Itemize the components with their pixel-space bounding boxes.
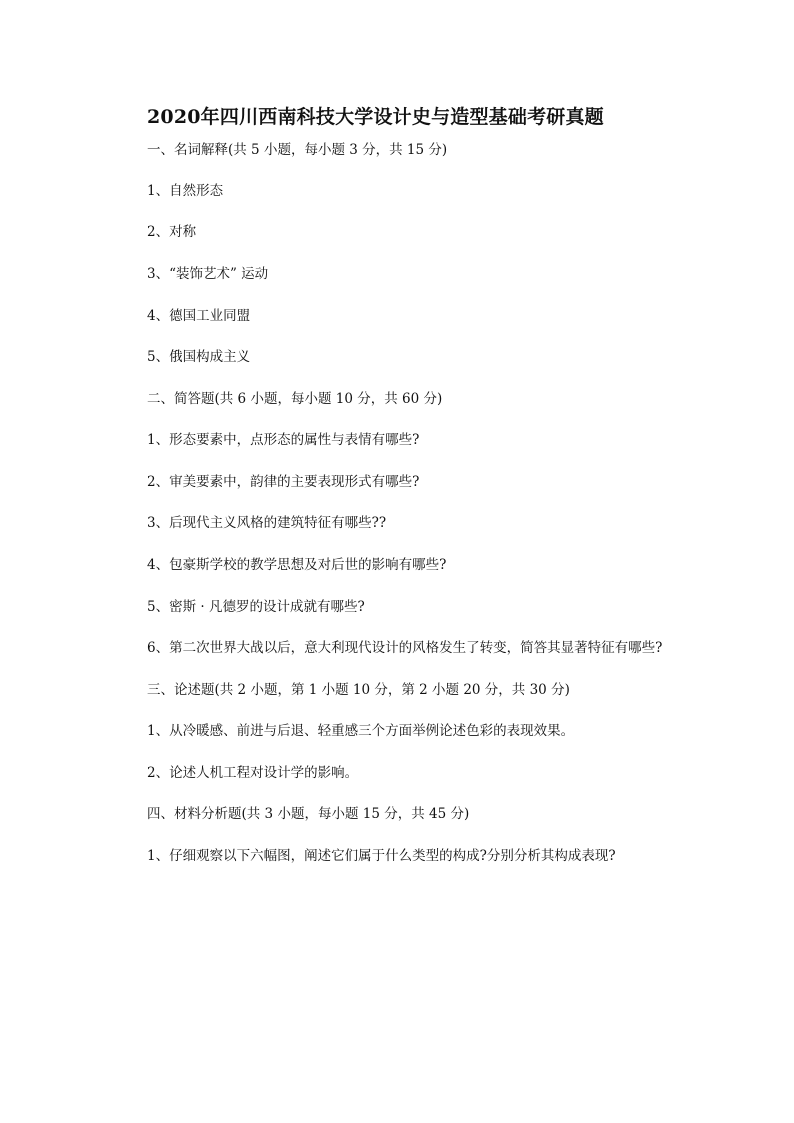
list-item: 2、审美要素中，韵律的主要表现形式有哪些? [147,474,420,490]
page-title: 2020年四川西南科技大学设计史与造型基础考研真题 [147,106,604,128]
section-heading-3: 三、论述题(共 2 小题，第 1 小题 10 分，第 2 小题 20 分，共 30 分) [147,682,570,698]
list-item: 6、第二次世界大战以后，意大利现代设计的风格发生了转变，简答其显著特征有哪些? [147,640,663,656]
list-item: 1、自然形态 [147,183,224,199]
list-item: 3、“装饰艺术” 运动 [147,266,269,282]
list-item: 5、密斯 · 凡德罗的设计成就有哪些? [147,599,365,615]
list-item: 2、论述人机工程对设计学的影响。 [147,765,359,781]
list-item: 4、德国工业同盟 [147,308,251,324]
list-item: 2、对称 [147,224,197,240]
list-item: 3、后现代主义风格的建筑特征有哪些?? [147,515,387,531]
list-item: 1、仔细观察以下六幅图，阐述它们属于什么类型的构成?分别分析其构成表现? [147,848,616,864]
list-item: 1、从冷暖感、前进与后退、轻重感三个方面举例论述色彩的表现效果。 [147,723,575,739]
list-item: 4、包豪斯学校的教学思想及对后世的影响有哪些? [147,557,447,573]
list-item: 5、俄国构成主义 [147,349,251,365]
list-item: 1、形态要素中，点形态的属性与表情有哪些? [147,432,420,448]
section-heading-2: 二、简答题(共 6 小题，每小题 10 分，共 60 分) [147,391,443,407]
section-heading-1: 一、名词解释(共 5 小题，每小题 3 分，共 15 分) [147,142,448,158]
section-heading-4: 四、材料分析题(共 3 小题，每小题 15 分，共 45 分) [147,806,470,822]
